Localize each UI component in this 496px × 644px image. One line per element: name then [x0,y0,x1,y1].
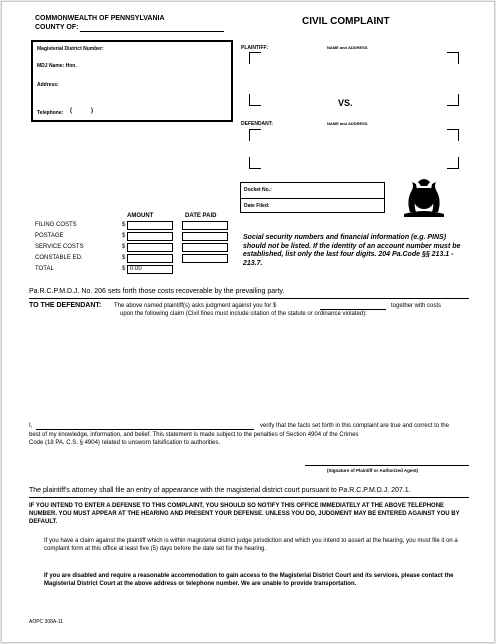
disability-notice: If you are disabled and require a reasonable accommodation to gain access to the Magisterial District Court and its services, please contact the Magisterial District Court at the above address or telephone number. We are unable to provide transportation. [44,573,454,587]
defendant-corner-bl [249,157,261,169]
judgment-amount-field[interactable] [320,302,386,310]
plaintiff-corner-br [447,94,459,106]
signature-label: (Signature of Plaintiff or Authorized Agent) [327,468,419,473]
cost-row-label: CONSTABLE ED. [35,255,83,261]
verification-prefix: I, [29,423,33,429]
verification-text-2: best of my knowledge, information, and belief. This statement is made subject to the penalties of Section 4904 of the Crimes [29,432,359,438]
currency-symbol: $ [122,255,126,261]
cost-row-label: SERVICE COSTS [35,244,84,250]
filing-costs-amount-field[interactable] [127,221,173,230]
court-info-box [31,40,233,122]
judgment-text: The above named plaintiff(s) asks judgment against you for $ [114,303,277,309]
plaintiff-corner-tl [249,52,261,64]
date-paid-header: DATE PAID [185,213,217,219]
date-filed-label: Date Filed: [244,203,270,209]
counterclaim-notice: If you have a claim against the plaintiff which is within magisterial district judge jurisdiction and which you intend to assert at the hearing, you must file it on a complaint form at this office at least five (5) days before the date set for the hearing. [44,538,458,552]
constable-date-field[interactable] [182,254,228,263]
claim-text-area[interactable] [29,320,469,420]
telephone-label: Telephone: [37,110,64,116]
service-costs-amount-field[interactable] [127,243,173,252]
currency-symbol: $ [122,266,126,272]
defendant-corner-tl [249,129,261,141]
pennsylvania-seal-icon [400,174,448,218]
cost-row-label: POSTAGE [35,233,64,239]
defendant-field[interactable] [249,129,459,169]
together-with-costs-text: together with costs [391,303,442,309]
currency-symbol: $ [122,222,126,228]
plaintiff-field[interactable] [249,52,459,106]
plaintiff-name-address-label: NAME and ADDRESS [327,45,368,50]
verifier-name-field[interactable] [36,422,254,430]
verification-text-3: Code (18 PA. C.S. § 4904) related to unsworn falsification to authorities. [29,440,220,446]
amount-header: AMOUNT [127,213,154,219]
currency-symbol: $ [122,233,126,239]
complaint-form-page [1,1,495,643]
claim-instruction-text: upon the following claim (Civil fines must include citation of the statute or ordinance violated): [120,311,367,317]
form-title: CIVIL COMPLAINT [302,16,390,27]
district-number-label: Magisterial District Number: [37,46,104,52]
commonwealth-heading: COMMONWEALTH OF PENNSYLVANIA [35,15,165,22]
defendant-label: DEFENDANT: [241,121,273,127]
plaintiff-corner-bl [249,94,261,106]
versus-label: VS. [338,98,353,108]
currency-symbol: $ [122,244,126,250]
cost-row-label: TOTAL [35,266,54,272]
section-divider [29,298,469,299]
defendant-name-address-label: NAME and ADDRESS [327,121,368,126]
address-label: Address: [37,82,59,88]
docket-no-label: Docket No.: [244,187,272,193]
plaintiff-label: PLAINTIFF: [241,45,269,51]
docket-divider [241,198,384,199]
verification-text-1: verify that the facts set forth in this complaint are true and correct to the [260,423,450,429]
defendant-corner-tr [447,129,459,141]
docket-box [240,182,385,213]
total-amount-field[interactable]: 0.00 [127,265,173,274]
privacy-notice: Social security numbers and financial information (e.g. PINS) should not be listed. If the identity of an account number must be established, list only the last four digits. 204 Pa.Code §§ 213.1 - 213.7. [243,234,461,267]
notice-divider [29,497,469,498]
defense-notice: IF YOU INTEND TO ENTER A DEFENSE TO THIS COMPLAINT, YOU SHOULD SO NOTIFY THIS OFFICE IMMEDIATELY AT THE ABOVE TELEPHONE NUMBER. YOU MUST APPEAR AT THE HEARING AND PRESENT YOUR DEFENSE. UNLESS YOU DO, JUDGMENT MAY BE ENTERED AGAINST YOU BY DEFAULT. [29,503,460,525]
form-number: AOPC 308A-11 [29,619,64,625]
judge-name-label: MDJ Name: Hon. [37,63,77,69]
signature-field[interactable] [305,458,469,466]
service-costs-date-field[interactable] [182,243,228,252]
telephone-close-paren: ) [91,108,93,114]
postage-amount-field[interactable] [127,232,173,241]
postage-date-field[interactable] [182,232,228,241]
to-defendant-label: TO THE DEFENDANT: [29,302,102,309]
county-label: COUNTY OF: [35,24,79,31]
attorney-notice: The plaintiff's attorney shall file an entry of appearance with the magisterial district court pursuant to Pa.R.C.P.M.D.J. 207.1. [29,487,411,494]
defendant-corner-br [447,157,459,169]
telephone-open-paren: ( [70,108,72,114]
plaintiff-corner-tr [447,52,459,64]
filing-costs-date-field[interactable] [182,221,228,230]
county-field[interactable] [80,22,224,32]
constable-amount-field[interactable] [127,254,173,263]
cost-row-label: FILING COSTS [35,222,77,228]
costs-rule-text: Pa.R.C.P.M.D.J. No. 206 sets forth those costs recoverable by the prevailing party. [29,288,285,295]
